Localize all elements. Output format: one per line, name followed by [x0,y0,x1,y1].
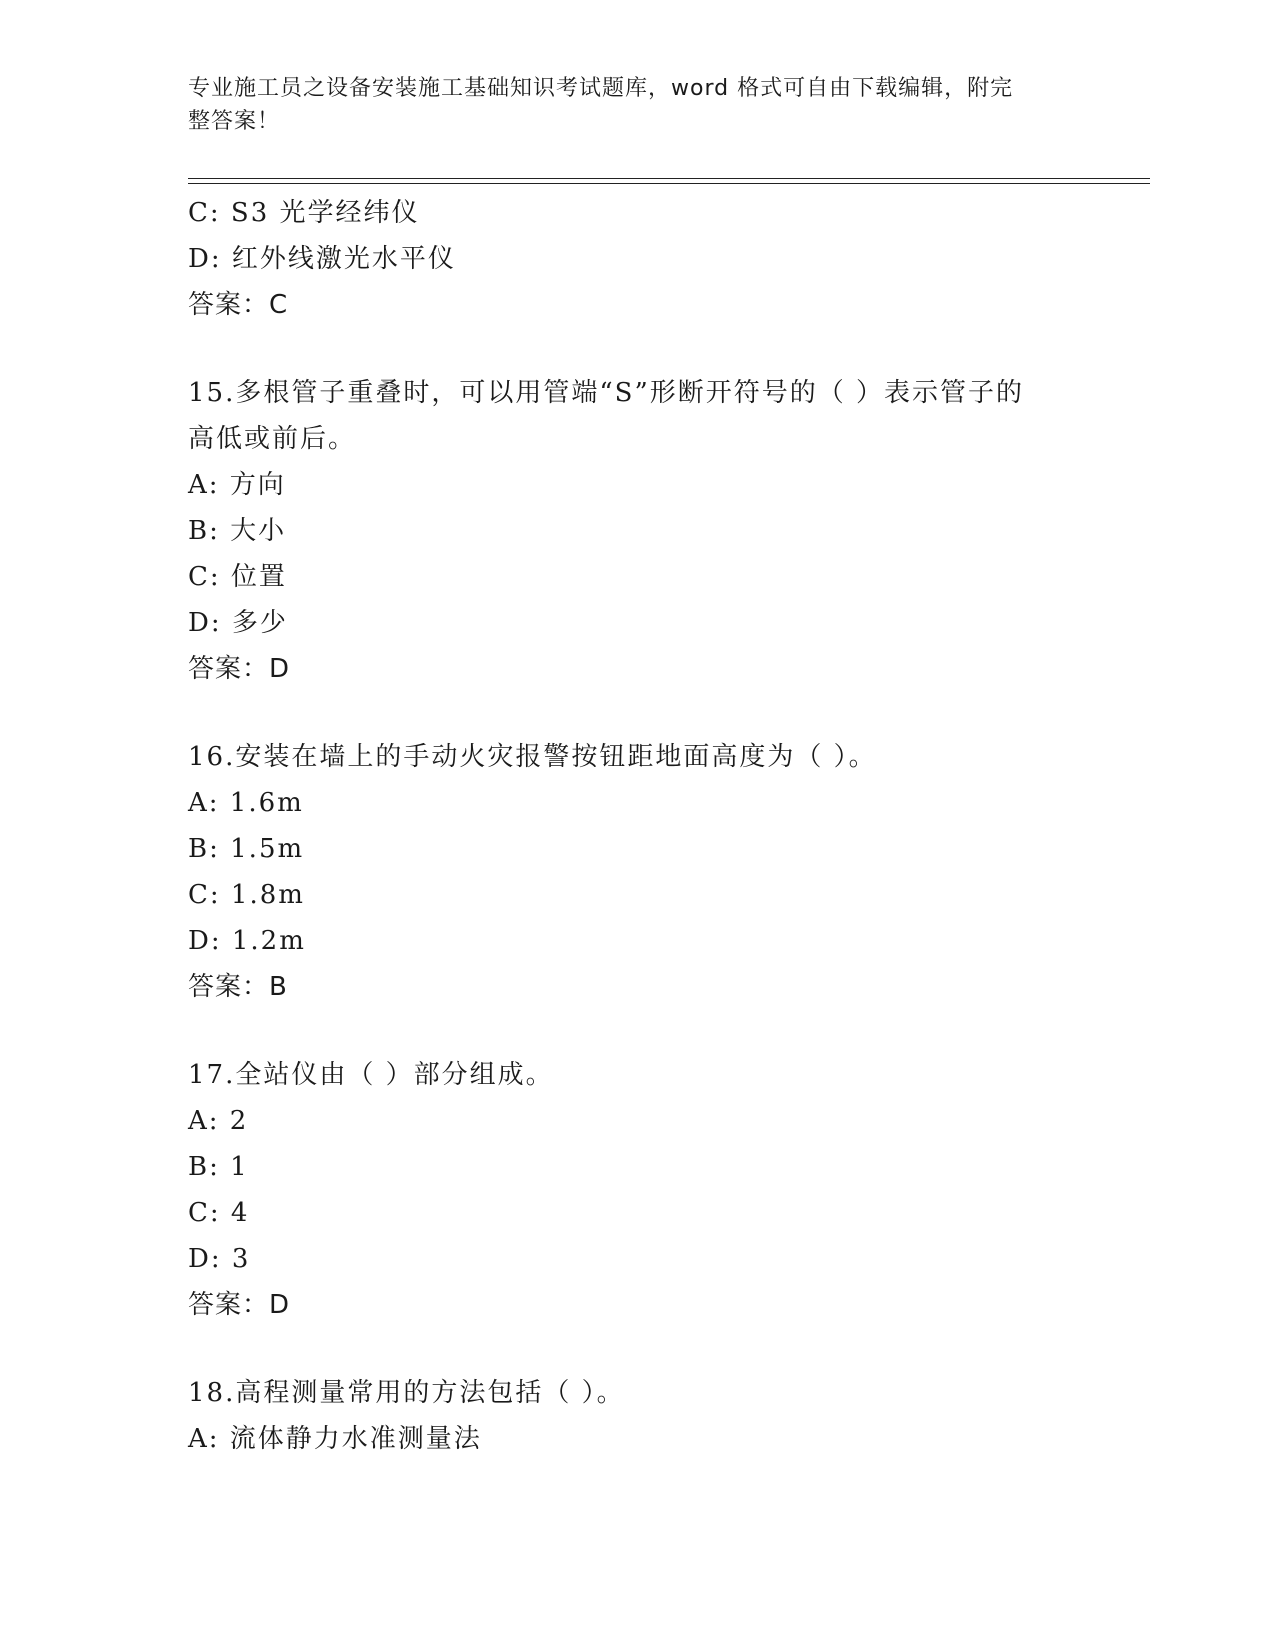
question-stem-continued: 高低或前后。 [188,424,357,454]
option-a: A: 流体静力水准测量法 [188,1424,482,1454]
option-a: A: 2 [188,1106,249,1136]
header-divider-top [188,178,1150,179]
answer-line: 答案：D [188,654,291,684]
header-line-1: 专业施工员之设备安装施工基础知识考试题库，word 格式可自由下载编辑，附完 [188,76,1014,101]
answer-line: 答案：B [188,972,288,1002]
answer-line: 答案：C [188,290,289,320]
question-16 [188,734,1088,1010]
document-header [188,72,1088,138]
option-b: B: 1 [188,1152,249,1182]
question-stem: 18.高程测量常用的方法包括（ ）。 [188,1378,625,1408]
option-b: B: 1.5m [188,834,305,864]
option-d: D: 3 [188,1244,251,1274]
option-b: B: 大小 [188,516,287,546]
question-17 [188,1052,1088,1328]
option-c: C: S3 光学经纬仪 [188,198,420,228]
question-list [188,190,1088,1462]
option-d: D: 红外线激光水平仪 [188,244,456,274]
header-line-2: 整答案！ [188,109,281,134]
option-c: C: 1.8m [188,880,305,910]
option-c: C: 位置 [188,562,287,592]
question-14-partial [188,190,1088,328]
question-15 [188,370,1088,692]
answer-line: 答案：D [188,1290,291,1320]
question-stem: 17.全站仪由（ ）部分组成。 [188,1060,554,1090]
header-divider-bottom [188,183,1150,184]
option-a: A: 方向 [188,470,286,500]
option-d: D: 多少 [188,608,288,638]
question-stem: 15.多根管子重叠时，可以用管端“S”形断开符号的（ ）表示管子的 [188,378,1025,408]
option-c: C: 4 [188,1198,250,1228]
option-a: A: 1.6m [188,788,304,818]
option-d: D: 1.2m [188,926,306,956]
question-18 [188,1370,1088,1462]
question-stem: 16.安装在墙上的手动火灾报警按钮距地面高度为（ ）。 [188,742,877,772]
